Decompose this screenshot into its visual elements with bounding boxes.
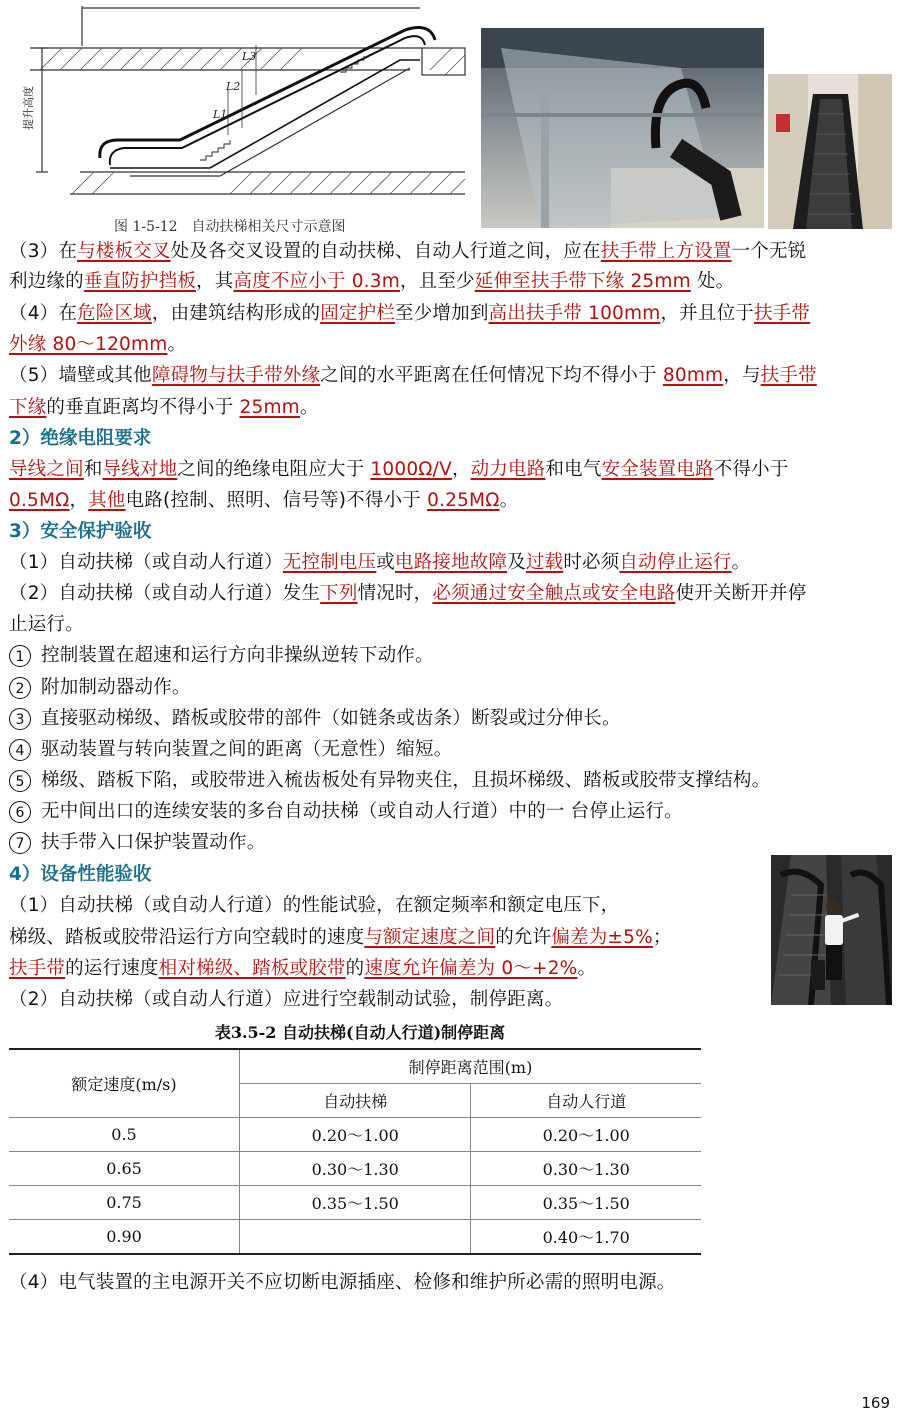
header-stopping-range: 制停距离范围(m) (240, 1049, 702, 1084)
woman-escalator-photo (771, 855, 892, 1005)
section-3-para-1: （1）自动扶梯（或自动人行道）无控制电压或电路接地故障及过载时必须自动停止运行。 (9, 552, 751, 573)
cell-walkway: 0.35～1.50 (471, 1186, 701, 1220)
cell-walkway: 0.30～1.30 (471, 1152, 701, 1186)
cell-speed: 0.75 (9, 1186, 240, 1220)
table-row (9, 1118, 701, 1152)
section-4-line-4: （2）自动扶梯（或自动人行道）应进行空载制动试验，制停距离。 (9, 989, 564, 1010)
lift-height-label: 提升高度 (22, 86, 35, 130)
table-row (9, 1152, 701, 1186)
cell-escalator (240, 1220, 471, 1255)
section-2-line-1: 导线之间和导线对地之间的绝缘电阻应大于 1000Ω/V，动力电路和电气安全装置电路不得小于 (9, 459, 789, 480)
section-2-heading: 2）绝缘电阻要求 (9, 428, 152, 449)
l1-label: L1 (213, 108, 228, 121)
table-title: 表3.5-2 自动扶梯(自动人行道)制停距离 (214, 1023, 506, 1042)
circled-number: 6 (9, 801, 31, 823)
circled-number: 3 (9, 708, 31, 730)
circled-number: 4 (9, 739, 31, 761)
section-4-heading: 4）设备性能验收 (9, 864, 152, 885)
cell-walkway: 0.20～1.00 (471, 1118, 701, 1152)
para-5-line-1: （5）墙壁或其他障碍物与扶手带外缘之间的水平距离在任何情况下均不得小于 80mm，与扶手带 (9, 365, 817, 386)
header-escalator: 自动扶梯 (240, 1084, 471, 1118)
section-4-line-1: （1）自动扶梯（或自动人行道）的性能试验，在额定频率和额定电压下， (9, 895, 620, 916)
circled-number: 7 (9, 832, 31, 854)
section-2-line-2: 0.5MΩ，其他电路(控制、照明、信号等)不得小于 0.25MΩ。 (9, 490, 519, 511)
circled-number: 5 (9, 770, 31, 792)
list-item-3: 3 直接驱动梯级、踏板或胶带的部件（如链条或齿条）断裂或过分伸长。 (9, 707, 621, 731)
figure-caption: 图 1-5-12 自动扶梯相关尺寸示意图 (114, 219, 346, 235)
l2-label: L2 (226, 80, 241, 93)
list-item-2: 2 附加制动器动作。 (9, 676, 191, 700)
cell-escalator: 0.20～1.00 (240, 1118, 471, 1152)
list-item-5: 5 梯级、踏板下陷，或胶带进入梳齿板处有异物夹住，且损坏梯级、踏板或胶带支撑结构。 (9, 769, 770, 793)
circled-number: 2 (9, 677, 31, 699)
cell-speed: 0.5 (9, 1118, 240, 1152)
section-3-para-2-line-2: 止运行。 (9, 614, 84, 635)
table-row (9, 1220, 701, 1255)
table-row (9, 1186, 701, 1220)
escalator-glass-photo (481, 28, 764, 228)
header-moving-walkway: 自动人行道 (471, 1084, 701, 1118)
cell-speed: 0.90 (9, 1220, 240, 1255)
stopping-distance-table (9, 1048, 701, 1255)
list-item-7: 7 扶手带入口保护装置动作。 (9, 831, 265, 855)
escalator-corridor-photo (768, 74, 892, 229)
para-3-line-2: 利边缘的垂直防护挡板，其高度不应小于 0.3m，且至少延伸至扶手带下缘 25mm 处。 (9, 271, 735, 292)
cell-escalator: 0.30～1.30 (240, 1152, 471, 1186)
section-3-para-2-line-1: （2）自动扶梯（或自动人行道）发生下列情况时，必须通过安全触点或安全电路使开关断开并停 (9, 583, 807, 604)
list-item-1: 1 控制装置在超速和运行方向非操纵逆转下动作。 (9, 644, 434, 668)
page-number: 169 (861, 1394, 890, 1412)
list-item-4: 4 驱动装置与转向装置之间的距离（无意性）缩短。 (9, 738, 452, 762)
para-4-line-2: 外缘 80～120mm。 (9, 334, 187, 355)
cell-escalator: 0.35～1.50 (240, 1186, 471, 1220)
section-3-heading: 3）安全保护验收 (9, 521, 152, 542)
circled-number: 1 (9, 645, 31, 667)
escalator-dimension-diagram (10, 0, 470, 232)
final-paragraph: （4）电气装置的主电源开关不应切断电源插座、检修和维护所必需的照明电源。 (9, 1272, 676, 1293)
cell-walkway: 0.40～1.70 (471, 1220, 701, 1255)
para-4-line-1: （4）在危险区域，由建筑结构形成的固定护栏至少增加到高出扶手带 100mm，并且位于扶手带 (9, 303, 811, 324)
para-5-line-2: 下缘的垂直距离均不得小于 25mm。 (9, 397, 319, 418)
l3-label: L3 (242, 50, 257, 63)
para-3-line-1: （3）在与楼板交叉处及各交叉设置的自动扶梯、自动人行道之间，应在扶手带上方设置一个无锐 (9, 241, 807, 262)
header-rated-speed: 额定速度(m/s) (9, 1049, 240, 1118)
section-4-line-3: 扶手带的运行速度相对梯级、踏板或胶带的速度允许偏差为 0～+2%。 (9, 958, 597, 979)
cell-speed: 0.65 (9, 1152, 240, 1186)
list-item-6: 6 无中间出口的连续安装的多台自动扶梯（或自动人行道）中的一 台停止运行。 (9, 800, 683, 824)
section-4-line-2: 梯级、踏板或胶带沿运行方向空载时的速度与额定速度之间的允许偏差为±5%； (9, 927, 672, 948)
